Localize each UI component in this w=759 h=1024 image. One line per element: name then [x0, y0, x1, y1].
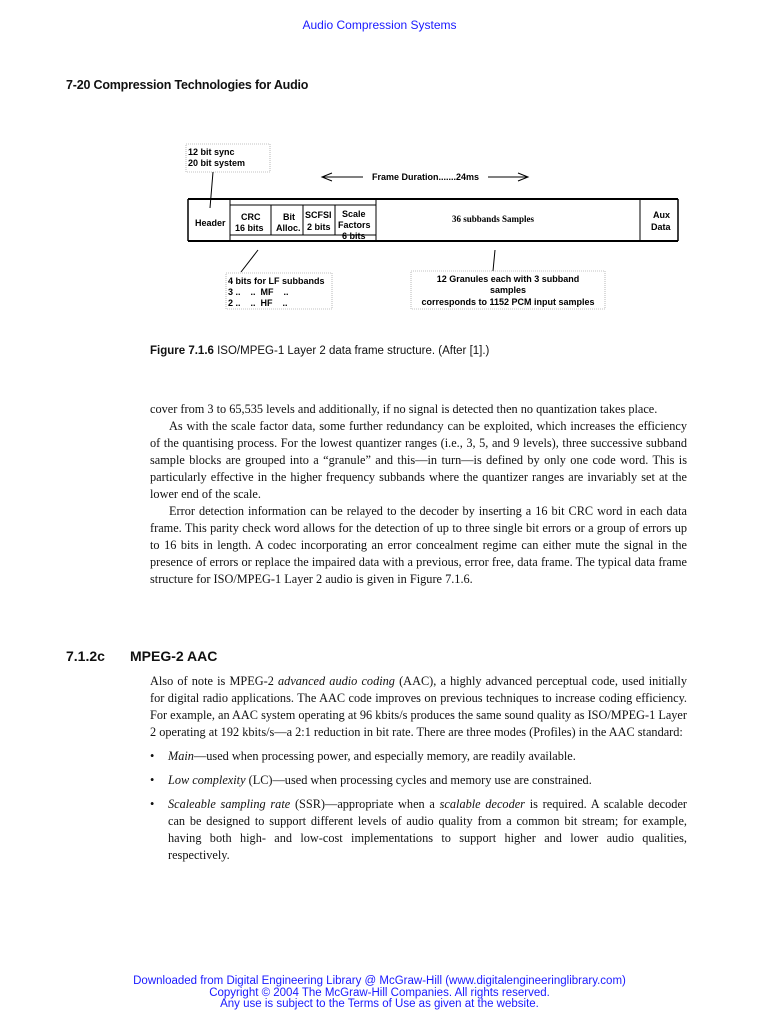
cell-scale-2: Factors: [338, 220, 371, 230]
cell-bitalloc-1: Bit: [283, 212, 295, 222]
figure-caption: [150, 345, 489, 357]
top-link[interactable]: Audio Compression Systems: [302, 18, 457, 32]
granule-note-1: 12 Granules each with 3 subband: [436, 274, 580, 284]
paragraph-2: As with the scale factor data, some further redundancy can be exploited, which increases the efficiency of the quantising process. For the lowest quantizer ranges (i.e., 3, 5, and 9 levels), three successive subband sample blocks are grouped into a “granule” and this—in turn—is defined by only one code word. This is particularly effective in the higher frequency subbands where the quantizer ranges are invariably set at the lower end of the scale.: [150, 419, 687, 501]
profile-list: [150, 748, 687, 864]
section-heading: [66, 648, 217, 664]
sync-line-1: 12 bit sync: [188, 147, 235, 157]
footer-line-1[interactable]: Downloaded from Digital Engineering Library @ McGraw-Hill (www.digitalengineeringlibrary.com): [133, 975, 626, 987]
list-item: • Low complexity (LC)—used when processing cycles and memory use are constrained.: [150, 772, 687, 789]
page-heading: 7-20 Compression Technologies for Audio: [66, 78, 309, 92]
section-body: [150, 673, 687, 864]
paragraph-1: cover from 3 to 65,535 levels and additionally, if no signal is detected then no quantization takes place.: [150, 402, 658, 416]
footer-line-3[interactable]: Any use is subject to the Terms of Use as given at the website.: [220, 998, 539, 1010]
cell-samples: 36 subbands Samples: [452, 214, 535, 224]
caption-text: ISO/MPEG-1 Layer 2 data frame structure. (After [1].): [213, 345, 490, 357]
frame-structure-diagram: [180, 140, 700, 320]
paragraph-3: Error detection information can be relayed to the decoder by inserting a 16 bit CRC word in each data frame. This parity check word allows for the detection of up to three single bit errors or a group of errors up to 16 bits in length. A codec incorporating an error concealment regime can either mute the signal in the presence of errors or replace the impaired data with a previous, error free, data frame. The typical data frame structure for ISO/MPEG-1 Layer 2 audio is given in Figure 7.1.6.: [150, 504, 687, 586]
cell-header: Header: [195, 218, 226, 228]
caption-label: Figure 7.1.6: [150, 345, 214, 357]
footer-line-2: Copyright © 2004 The McGraw-Hill Companies. All rights reserved.: [209, 986, 550, 999]
cell-aux-1: Aux: [653, 210, 671, 220]
alloc-pointer: [241, 250, 258, 272]
cell-scfsi-2: 2 bits: [307, 222, 331, 232]
section-number: 7.1.2c: [66, 648, 105, 664]
sync-pointer: [210, 172, 213, 208]
granule-pointer: [493, 250, 495, 271]
frame-duration-label: Frame Duration.......24ms: [372, 172, 480, 182]
list-item: • Scaleable sampling rate (SSR)—appropriate when a scalable decoder is required. A scalable decoder can be designed to support different levels of audio quality from a common bit stream; for example, having both high- and low-cost implementations to support higher and lower audio qualities, respectively.: [150, 796, 687, 864]
cell-scfsi-1: SCFSI: [305, 210, 332, 220]
section-intro: Also of note is MPEG-2 advanced audio coding (AAC), a highly advanced perceptual code, used initially for digital radio applications. The AAC code improves on previous techniques to increase coding efficiency. For example, an AAC system operating at 96 kbits/s produces the same sound quality as ISO/MPEG-1 Layer 2 operating at 192 kbits/s—a 2:1 reduction in bit rate. There are three modes (Profiles) in the AAC standard:: [150, 674, 687, 739]
sync-line-2: 20 bit system: [188, 158, 246, 168]
cell-bitalloc-2: Alloc.: [276, 223, 301, 233]
cell-scale-3: 6 bits: [342, 231, 366, 241]
granule-note-3: corresponds to 1152 PCM input samples: [421, 297, 595, 307]
alloc-note-1: 4 bits for LF subbands: [228, 276, 325, 286]
cell-scale-1: Scale: [342, 209, 366, 219]
list-item: • Main—used when processing power, and especially memory, are readily available.: [150, 748, 687, 765]
cell-crc-1: CRC: [241, 212, 261, 222]
cell-aux-2: Data: [651, 222, 671, 232]
granule-note-2: samples: [489, 285, 527, 295]
section-title: MPEG-2 AAC: [130, 648, 218, 664]
alloc-note-3: 2 .. .. HF ..: [228, 298, 288, 308]
cell-crc-2: 16 bits: [235, 223, 264, 233]
body-paragraphs: [150, 401, 687, 588]
footer: [0, 976, 759, 1011]
alloc-note-2: 3 .. .. MF ..: [228, 287, 289, 297]
